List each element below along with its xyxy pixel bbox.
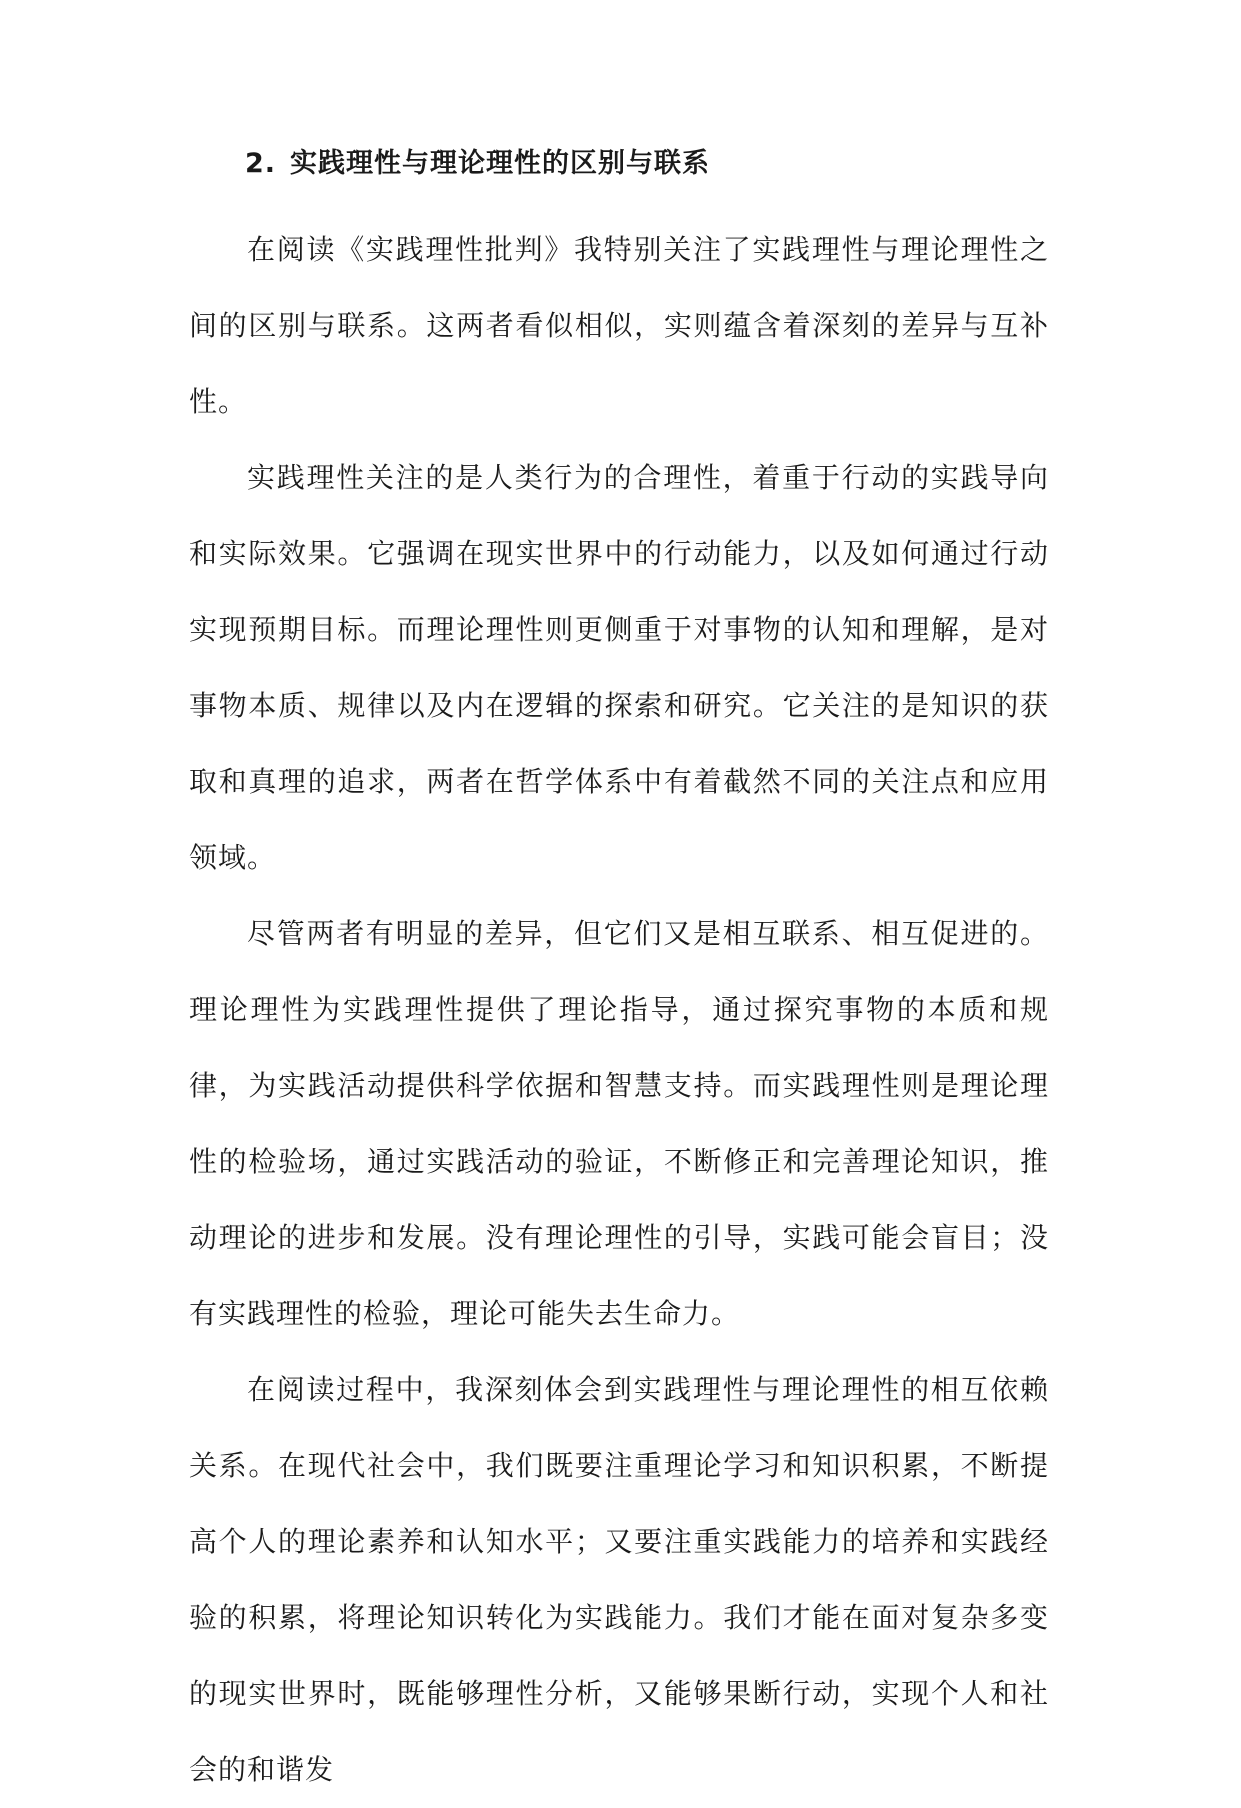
paragraph-connections: 尽管两者有明显的差异，但它们又是相互联系、相互促进的。理论理性为实践理性提供了理论指导，通过探究事物的本质和规律，为实践活动提供科学依据和智慧支持。而实践理性则是理论理性的检验场，通过实践活动的验证，不断修正和完善理论知识，推动理论的进步和发展。没有理论理性的引导，实践可能会盲目；没有实践理性的检验，理论可能失去生命力。 [189,917,1049,1330]
paragraph-differences: 实践理性关注的是人类行为的合理性，着重于行动的实践导向和实际效果。它强调在现实世界中的行动能力，以及如何通过行动实现预期目标。而理论理性则更侧重于对事物的认知和理解，是对事物本质、规律以及内在逻辑的探索和研究。它关注的是知识的获取和真理的追求，两者在哲学体系中有着截然不同的关注点和应用领域。 [189,461,1049,874]
paragraph-intro: 在阅读《实践理性批判》我特别关注了实践理性与理论理性之间的区别与联系。这两者看似相似，实则蕴含着深刻的差异与互补性。 [189,233,1049,418]
section-title: 实践理性与理论理性的区别与联系 [290,148,711,179]
section-number: 2. [245,148,277,179]
paragraph-reflection: 在阅读过程中，我深刻体会到实践理性与理论理性的相互依赖关系。在现代社会中，我们既要注重理论学习和知识积累，不断提高个人的理论素养和认知水平；又要注重实践能力的培养和实践经验的积累，将理论知识转化为实践能力。我们才能在面对复杂多变的现实世界时，既能够理性分析，又能够果断行动，实现个人和社会的和谐发 [189,1373,1049,1786]
section-heading [189,140,1049,188]
page-content [189,140,1049,1808]
